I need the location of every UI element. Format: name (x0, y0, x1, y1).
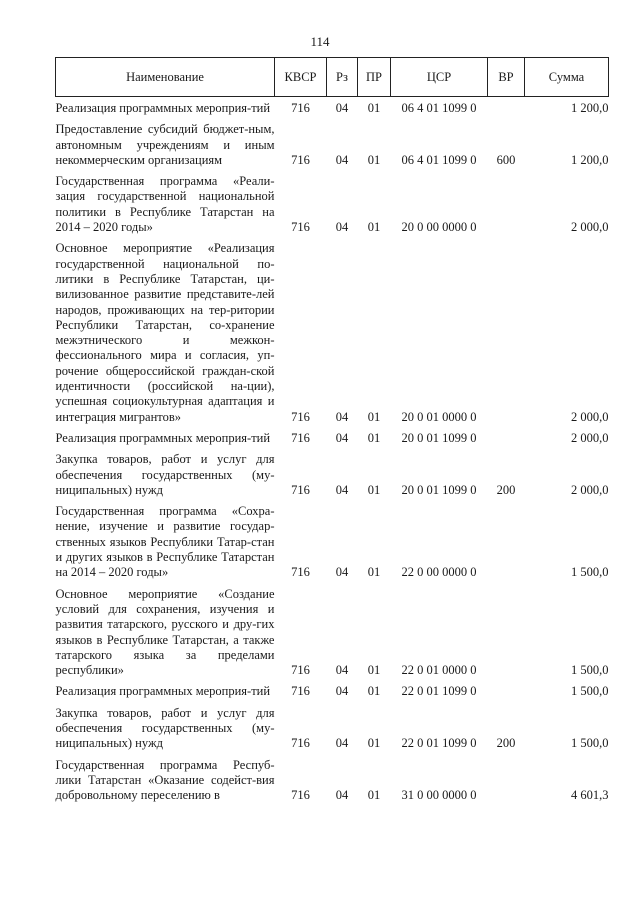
row-kvsr: 716 (291, 788, 310, 803)
row-rz: 04 (335, 663, 349, 678)
table-header-row (56, 58, 609, 97)
table-row (56, 448, 609, 500)
row-csr: 31 0 00 0000 0 (401, 788, 477, 803)
row-kvsr: 716 (291, 101, 310, 115)
row-kvsr: 716 (291, 565, 310, 580)
row-vr (488, 583, 525, 681)
row-csr: 22 0 01 0000 0 (401, 663, 477, 678)
header-name: Наименование (56, 58, 275, 97)
row-rz: 04 (335, 220, 349, 235)
budget-table (55, 57, 609, 805)
row-csr: 20 0 01 1099 0 (401, 482, 477, 497)
row-rz: 04 (335, 101, 349, 115)
row-name: Закупка товаров, работ и услуг для обеспечения государственных (му-ниципальных) нужд (55, 452, 275, 497)
row-vr (488, 500, 525, 582)
row-sum: 1 500,0 (571, 663, 609, 678)
row-pr: 01 (367, 788, 381, 803)
row-sum: 4 601,3 (571, 788, 609, 803)
row-csr: 20 0 00 0000 0 (401, 220, 477, 235)
row-pr: 01 (367, 409, 381, 424)
table-row (56, 583, 609, 681)
row-kvsr: 716 (291, 684, 310, 699)
row-pr: 01 (367, 430, 381, 445)
table-row (56, 170, 609, 237)
table-row (56, 500, 609, 582)
row-rz: 04 (335, 684, 349, 699)
table-row (56, 702, 609, 754)
row-csr: 20 0 01 1099 0 (401, 430, 477, 445)
row-sum: 1 500,0 (571, 736, 609, 751)
row-sum: 2 000,0 (571, 220, 609, 235)
row-name: Основное мероприятие «Реализация государственной национальной по-литики в Республике Татарстан, ци-вилизованное развитие представите-лей народов, проживающих на тер-ритории Республики Татарстан, со-хранение межэтнического и межкон-фессионального мира и согласия, уп-рочение общероссийской граждан-ской идентичности (российской на-ции), успешная социокультурная адаптация и интеграция мигрантов» (55, 241, 275, 424)
row-csr: 22 0 01 1099 0 (401, 736, 477, 751)
header-rz: Рз (327, 58, 358, 97)
table-row (56, 754, 609, 806)
row-sum: 1 500,0 (571, 684, 609, 699)
row-vr (488, 754, 525, 806)
row-name: Реализация программных мероприя-тий (55, 430, 271, 445)
row-vr: 200 (496, 482, 516, 497)
row-vr (488, 97, 525, 119)
row-vr: 200 (496, 736, 516, 751)
row-csr: 20 0 01 0000 0 (401, 409, 477, 424)
row-rz: 04 (335, 430, 349, 445)
row-kvsr: 716 (291, 736, 310, 751)
row-pr: 01 (367, 482, 381, 497)
row-rz: 04 (335, 152, 349, 167)
header-vr: ВР (488, 58, 525, 97)
header-pr: ПР (358, 58, 391, 97)
row-vr (488, 170, 525, 237)
row-pr: 01 (367, 220, 381, 235)
header-kvsr: КВСР (275, 58, 327, 97)
row-pr: 01 (367, 101, 381, 115)
row-csr: 22 0 00 0000 0 (401, 565, 477, 580)
row-kvsr: 716 (291, 482, 310, 497)
row-name: Реализация программных мероприя-тий (55, 101, 271, 115)
row-kvsr: 716 (291, 220, 310, 235)
table-row (56, 97, 609, 119)
row-rz: 04 (335, 565, 349, 580)
row-sum: 2 000,0 (571, 409, 609, 424)
table-row (56, 118, 609, 170)
row-pr: 01 (367, 663, 381, 678)
row-name: Закупка товаров, работ и услуг для обеспечения государственных (му-ниципальных) нужд (55, 705, 275, 751)
row-pr: 01 (367, 565, 381, 580)
row-pr: 01 (367, 684, 381, 699)
row-sum: 2 000,0 (571, 430, 609, 445)
table-row (56, 680, 609, 701)
row-kvsr: 716 (291, 409, 310, 424)
row-kvsr: 716 (291, 430, 310, 445)
row-vr: 600 (496, 152, 516, 167)
table-row (56, 237, 609, 427)
row-kvsr: 716 (291, 152, 310, 167)
table-body (56, 97, 609, 806)
row-sum: 2 000,0 (571, 482, 609, 497)
row-name: Предоставление субсидий бюджет-ным, автономным учреждениям и иным некоммерческим организациям (55, 122, 275, 167)
row-rz: 04 (335, 788, 349, 803)
row-pr: 01 (367, 736, 381, 751)
row-rz: 04 (335, 409, 349, 424)
row-csr: 06 4 01 1099 0 (401, 152, 477, 167)
header-csr: ЦСР (391, 58, 488, 97)
row-csr: 22 0 01 1099 0 (401, 684, 477, 699)
row-name: Основное мероприятие «Создание условий для сохранения, изучения и развития татарского, русского и дру-гих языков в Республике Татарстан, а также татарского языка за пределами республики» (55, 586, 275, 678)
row-vr (488, 680, 525, 701)
row-pr: 01 (367, 152, 381, 167)
row-vr (488, 427, 525, 448)
row-sum: 1 500,0 (571, 565, 609, 580)
row-csr: 06 4 01 1099 0 (401, 101, 477, 115)
table-row (56, 427, 609, 448)
page-number: 114 (310, 34, 330, 49)
header-sum: Сумма (525, 58, 609, 97)
row-sum: 1 200,0 (571, 152, 609, 167)
row-rz: 04 (335, 482, 349, 497)
row-name: Государственная программа Респуб-лики Татарстан «Оказание содейст-вия добровольному переселению в (55, 757, 275, 803)
row-rz: 04 (335, 736, 349, 751)
row-kvsr: 716 (291, 663, 310, 678)
row-vr (488, 237, 525, 427)
row-name: Государственная программа «Сохра-нение, изучение и развитие государ-ственных языков Республики Татар-стан и других языков в Республике Татарстан на 2014 – 2020 годы» (55, 504, 275, 580)
row-name: Государственная программа «Реали-зация государственной национальной политики в Республике Татарстан на 2014 – 2020 годы» (55, 174, 275, 235)
row-sum: 1 200,0 (571, 101, 609, 115)
row-name: Реализация программных мероприя-тий (55, 684, 271, 699)
